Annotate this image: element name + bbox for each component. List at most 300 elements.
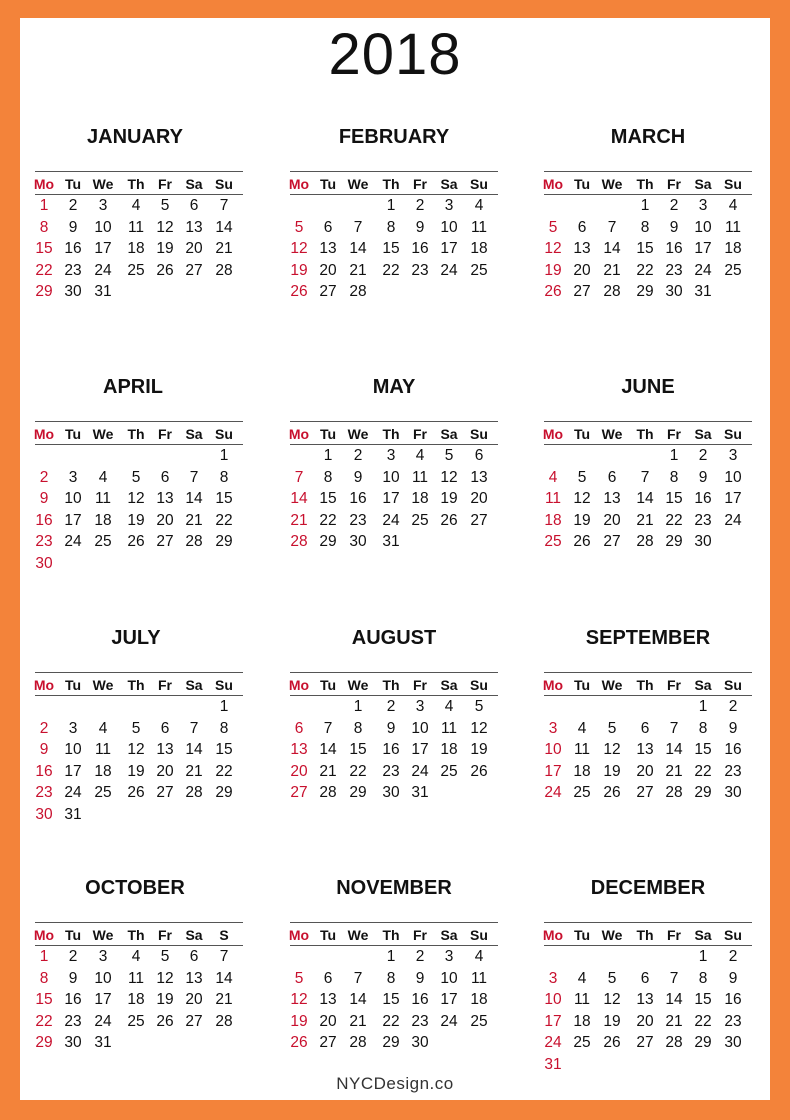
day-cell: 12 [544, 240, 562, 258]
month-name: MAY [372, 376, 416, 398]
day-cell: 18 [94, 762, 112, 780]
day-cell: 30 [724, 1034, 742, 1052]
day-cell: 9 [728, 969, 738, 987]
day-cell: 23 [724, 1012, 742, 1030]
day-cell: 4 [131, 948, 141, 965]
weekday-header: Mo [33, 426, 55, 442]
day-cell: 28 [636, 533, 654, 551]
day-cell: 28 [290, 533, 308, 551]
day-cell: 17 [544, 762, 562, 780]
day-cell: 31 [544, 1055, 562, 1073]
day-cell: 8 [39, 969, 49, 987]
month-rule [35, 672, 243, 673]
day-cell: 28 [319, 784, 337, 802]
day-cell: 20 [319, 1012, 337, 1030]
day-cell: 31 [94, 1034, 112, 1052]
day-cell: 5 [131, 468, 141, 486]
weekday-header: Fr [413, 927, 427, 943]
week-row [290, 195, 498, 217]
month-name: SEPTEMBER [585, 627, 711, 649]
weekday-header: Tu [64, 927, 82, 943]
day-cell: 27 [290, 784, 308, 802]
day-cell: 22 [665, 511, 683, 529]
day-cell: 4 [474, 197, 484, 214]
day-cell: 22 [694, 1012, 712, 1030]
weekday-header: Mo [33, 176, 55, 192]
day-cell: 3 [548, 719, 558, 737]
day-cell: 1 [39, 948, 49, 965]
day-cell: 16 [724, 991, 742, 1009]
day-cell: 23 [349, 511, 367, 529]
week-row [544, 195, 752, 217]
day-cell: 28 [603, 283, 621, 301]
day-cell: 9 [415, 969, 425, 987]
week-row [290, 946, 498, 968]
week-row [544, 1032, 752, 1054]
day-cell: 16 [411, 991, 429, 1009]
day-cell: 24 [440, 1012, 458, 1030]
day-cell: 6 [474, 447, 484, 464]
day-cell: 12 [440, 468, 458, 486]
weekday-header: Sa [185, 176, 203, 192]
day-cell: 9 [353, 468, 363, 486]
day-cell: 27 [470, 511, 488, 529]
day-cell: 29 [349, 784, 367, 802]
day-cell: 1 [39, 197, 49, 214]
week-row [35, 195, 243, 217]
day-cell: 15 [382, 240, 400, 258]
day-cell: 10 [544, 741, 562, 759]
day-cell: 18 [127, 240, 145, 258]
weekday-header: Su [724, 426, 742, 442]
day-cell: 19 [573, 511, 591, 529]
weekday-header: Sa [185, 426, 203, 442]
week-row [290, 467, 498, 489]
day-cell: 26 [290, 283, 308, 301]
day-cell: 8 [323, 468, 333, 486]
day-cell: 26 [156, 261, 174, 279]
month-september [544, 628, 752, 858]
week-row [290, 1011, 498, 1033]
week-row [544, 510, 752, 532]
week-row [35, 281, 243, 303]
day-cell: 25 [411, 511, 429, 529]
day-cell: 7 [607, 218, 617, 236]
weekday-header: Th [127, 677, 145, 693]
week-row [290, 281, 498, 303]
day-cell: 9 [39, 741, 49, 759]
month-grid [290, 175, 498, 303]
day-cell: 27 [319, 283, 337, 301]
day-cell: 8 [386, 969, 396, 987]
day-cell: 4 [131, 197, 141, 214]
day-cell: 10 [544, 991, 562, 1009]
day-cell: 5 [474, 698, 484, 715]
month-grid [35, 425, 243, 575]
day-cell: 24 [544, 1034, 562, 1052]
day-cell: 14 [290, 490, 308, 508]
weekday-header: Su [470, 677, 488, 693]
day-cell: 30 [35, 805, 53, 823]
day-cell: 18 [544, 511, 562, 529]
weekday-header: Mo [542, 176, 564, 192]
week-row [35, 217, 243, 239]
day-cell: 22 [215, 511, 233, 529]
day-cell: 25 [94, 784, 112, 802]
day-cell: 8 [353, 719, 363, 737]
day-cell: 28 [349, 283, 367, 301]
week-row [290, 217, 498, 239]
weekday-header: Sa [694, 176, 712, 192]
weekday-header-row [35, 676, 243, 696]
weekday-header: Su [470, 426, 488, 442]
day-cell: 20 [290, 762, 308, 780]
day-cell: 27 [603, 533, 621, 551]
month-grid [290, 425, 498, 553]
week-row [544, 739, 752, 761]
weekday-header: Th [636, 426, 654, 442]
day-cell: 15 [35, 240, 53, 258]
day-cell: 3 [415, 698, 425, 715]
day-cell: 2 [698, 447, 708, 464]
day-cell: 23 [64, 1012, 82, 1030]
day-cell: 10 [382, 468, 400, 486]
day-cell: 8 [640, 218, 650, 236]
week-row [35, 782, 243, 804]
month-february [290, 127, 498, 357]
day-cell: 23 [724, 762, 742, 780]
day-cell: 5 [548, 218, 558, 236]
day-cell: 2 [353, 447, 363, 464]
month-rule [35, 171, 243, 172]
day-cell: 6 [160, 719, 170, 737]
week-row [544, 1054, 752, 1076]
weekday-header: Sa [694, 927, 712, 943]
weekday-header: We [92, 176, 114, 192]
day-cell: 22 [215, 762, 233, 780]
day-cell: 30 [64, 283, 82, 301]
weekday-header: Fr [667, 677, 681, 693]
week-row [544, 968, 752, 990]
day-cell: 6 [189, 948, 199, 965]
weekday-header: Tu [319, 927, 337, 943]
day-cell: 13 [290, 741, 308, 759]
weekday-header: Mo [288, 176, 310, 192]
day-cell: 12 [603, 741, 621, 759]
day-cell: 6 [323, 969, 333, 987]
day-cell: 8 [219, 719, 229, 737]
day-cell: 24 [440, 261, 458, 279]
week-row [290, 782, 498, 804]
weekday-header: We [601, 677, 623, 693]
week-row [544, 761, 752, 783]
day-cell: 5 [444, 447, 454, 464]
day-cell: 1 [669, 447, 679, 464]
week-row [290, 238, 498, 260]
weekday-header: Sa [440, 677, 458, 693]
day-cell: 29 [665, 533, 683, 551]
day-cell: 26 [290, 1034, 308, 1052]
day-cell: 13 [470, 468, 488, 486]
month-name: NOVEMBER [336, 877, 452, 899]
day-cell: 26 [127, 533, 145, 551]
month-rule [544, 421, 752, 422]
week-row [290, 531, 498, 553]
day-cell: 19 [544, 261, 562, 279]
weekday-header: Su [724, 176, 742, 192]
day-cell: 27 [636, 1034, 654, 1052]
day-cell: 18 [573, 762, 591, 780]
week-row [290, 696, 498, 718]
weekday-header: Mo [33, 677, 55, 693]
month-name: DECEMBER [590, 877, 706, 899]
weekday-header: We [92, 677, 114, 693]
day-cell: 26 [544, 283, 562, 301]
week-row [35, 238, 243, 260]
month-grid [35, 175, 243, 303]
weekday-header: We [601, 176, 623, 192]
day-cell: 19 [603, 762, 621, 780]
month-january [35, 127, 243, 357]
day-cell: 15 [35, 991, 53, 1009]
day-cell: 26 [127, 784, 145, 802]
day-cell: 27 [185, 261, 203, 279]
week-row [35, 1032, 243, 1054]
weekday-header: We [601, 927, 623, 943]
day-cell: 13 [319, 991, 337, 1009]
weekday-header: Th [382, 426, 400, 442]
day-cell: 17 [64, 511, 82, 529]
day-cell: 3 [98, 197, 108, 214]
day-cell: 7 [669, 969, 679, 987]
month-name: MARCH [610, 126, 686, 148]
day-cell: 25 [94, 533, 112, 551]
month-may [290, 377, 498, 607]
day-cell: 18 [440, 741, 458, 759]
day-cell: 9 [68, 218, 78, 236]
day-cell: 10 [64, 741, 82, 759]
day-cell: 10 [440, 969, 458, 987]
day-cell: 16 [411, 240, 429, 258]
weekday-header: Fr [413, 176, 427, 192]
weekday-header: Mo [542, 927, 564, 943]
day-cell: 27 [636, 784, 654, 802]
week-row [544, 238, 752, 260]
day-cell: 19 [290, 261, 308, 279]
month-grid [544, 676, 752, 804]
day-cell: 29 [35, 283, 53, 301]
day-cell: 28 [215, 261, 233, 279]
month-rule [290, 421, 498, 422]
month-grid [35, 926, 243, 1054]
day-cell: 11 [94, 490, 112, 508]
day-cell: 27 [185, 1012, 203, 1030]
day-cell: 16 [35, 762, 53, 780]
day-cell: 9 [68, 969, 78, 987]
weekday-header: Tu [64, 426, 82, 442]
week-row [35, 804, 243, 826]
day-cell: 13 [636, 991, 654, 1009]
day-cell: 8 [39, 218, 49, 236]
day-cell: 26 [440, 511, 458, 529]
weekday-header: We [347, 426, 369, 442]
day-cell: 21 [636, 511, 654, 529]
week-row [35, 989, 243, 1011]
weekday-header: Mo [288, 426, 310, 442]
week-row [544, 718, 752, 740]
week-row [544, 989, 752, 1011]
day-cell: 21 [215, 991, 233, 1009]
weekday-header: Tu [64, 677, 82, 693]
weekday-header-row [544, 425, 752, 445]
day-cell: 13 [185, 969, 203, 987]
day-cell: 13 [636, 741, 654, 759]
weekday-header: Fr [667, 927, 681, 943]
week-row [544, 467, 752, 489]
day-cell: 26 [603, 784, 621, 802]
week-row [544, 445, 752, 467]
month-june [544, 377, 752, 607]
weekday-header-row [290, 926, 498, 946]
month-name: JUNE [621, 376, 675, 398]
day-cell: 21 [603, 261, 621, 279]
day-cell: 16 [382, 741, 400, 759]
weekday-header: Fr [158, 176, 172, 192]
day-cell: 24 [94, 1012, 112, 1030]
weekday-header: Fr [158, 677, 172, 693]
day-cell: 12 [127, 741, 145, 759]
day-cell: 24 [724, 511, 742, 529]
day-cell: 21 [215, 240, 233, 258]
day-cell: 14 [349, 240, 367, 258]
day-cell: 27 [156, 784, 174, 802]
day-cell: 12 [603, 991, 621, 1009]
day-cell: 28 [665, 784, 683, 802]
day-cell: 2 [386, 698, 396, 715]
day-cell: 28 [185, 784, 203, 802]
day-cell: 8 [669, 468, 679, 486]
day-cell: 23 [665, 261, 683, 279]
month-august [290, 628, 498, 858]
day-cell: 30 [349, 533, 367, 551]
weekday-header: Sa [185, 927, 203, 943]
day-cell: 17 [382, 490, 400, 508]
weekday-header: Fr [667, 426, 681, 442]
weekday-header: Su [724, 927, 742, 943]
weekday-header: Mo [33, 927, 55, 943]
weekday-header: Su [215, 426, 233, 442]
day-cell: 21 [349, 261, 367, 279]
day-cell: 31 [94, 283, 112, 301]
day-cell: 4 [98, 719, 108, 737]
day-cell: 16 [724, 741, 742, 759]
day-cell: 29 [382, 1034, 400, 1052]
weekday-header: Su [215, 677, 233, 693]
day-cell: 1 [219, 447, 229, 464]
day-cell: 25 [470, 1012, 488, 1030]
day-cell: 7 [189, 468, 199, 486]
day-cell: 22 [319, 511, 337, 529]
day-cell: 28 [665, 1034, 683, 1052]
day-cell: 5 [294, 218, 304, 236]
weekday-header: Th [382, 677, 400, 693]
weekday-header: Th [127, 426, 145, 442]
day-cell: 26 [573, 533, 591, 551]
week-row [544, 946, 752, 968]
day-cell: 22 [694, 762, 712, 780]
day-cell: 6 [160, 468, 170, 486]
day-cell: 4 [98, 468, 108, 486]
month-grid [544, 175, 752, 303]
day-cell: 9 [728, 719, 738, 737]
day-cell: 20 [156, 762, 174, 780]
day-cell: 14 [603, 240, 621, 258]
day-cell: 10 [694, 218, 712, 236]
day-cell: 24 [64, 784, 82, 802]
week-row [544, 782, 752, 804]
week-row [544, 488, 752, 510]
weekday-header: Fr [158, 426, 172, 442]
week-row [544, 696, 752, 718]
day-cell: 19 [440, 490, 458, 508]
day-cell: 7 [219, 948, 229, 965]
day-cell: 23 [35, 533, 53, 551]
day-cell: 29 [636, 283, 654, 301]
day-cell: 26 [156, 1012, 174, 1030]
week-row [35, 467, 243, 489]
day-cell: 2 [669, 197, 679, 214]
day-cell: 13 [319, 240, 337, 258]
day-cell: 31 [411, 784, 429, 802]
day-cell: 17 [440, 240, 458, 258]
day-cell: 15 [319, 490, 337, 508]
day-cell: 24 [64, 533, 82, 551]
week-row [35, 553, 243, 575]
week-row [35, 761, 243, 783]
weekday-header: Th [636, 677, 654, 693]
day-cell: 5 [160, 197, 170, 214]
day-cell: 24 [94, 261, 112, 279]
day-cell: 20 [185, 991, 203, 1009]
day-cell: 17 [694, 240, 712, 258]
day-cell: 10 [94, 969, 112, 987]
day-cell: 16 [64, 991, 82, 1009]
day-cell: 29 [694, 1034, 712, 1052]
weekday-header: Mo [542, 426, 564, 442]
weekday-header: Tu [573, 426, 591, 442]
day-cell: 29 [319, 533, 337, 551]
day-cell: 3 [68, 468, 78, 486]
weekday-header: Th [127, 176, 145, 192]
day-cell: 25 [470, 261, 488, 279]
weekday-header: Th [382, 176, 400, 192]
month-march [544, 127, 752, 357]
day-cell: 12 [127, 490, 145, 508]
day-cell: 19 [127, 511, 145, 529]
day-cell: 23 [64, 261, 82, 279]
day-cell: 27 [573, 283, 591, 301]
day-cell: 21 [319, 762, 337, 780]
day-cell: 18 [470, 991, 488, 1009]
day-cell: 12 [156, 218, 174, 236]
day-cell: 16 [665, 240, 683, 258]
day-cell: 16 [694, 490, 712, 508]
day-cell: 18 [573, 1012, 591, 1030]
week-row [35, 445, 243, 467]
weekday-header: Tu [573, 677, 591, 693]
weekday-header-row [544, 926, 752, 946]
weekday-header: Th [636, 176, 654, 192]
